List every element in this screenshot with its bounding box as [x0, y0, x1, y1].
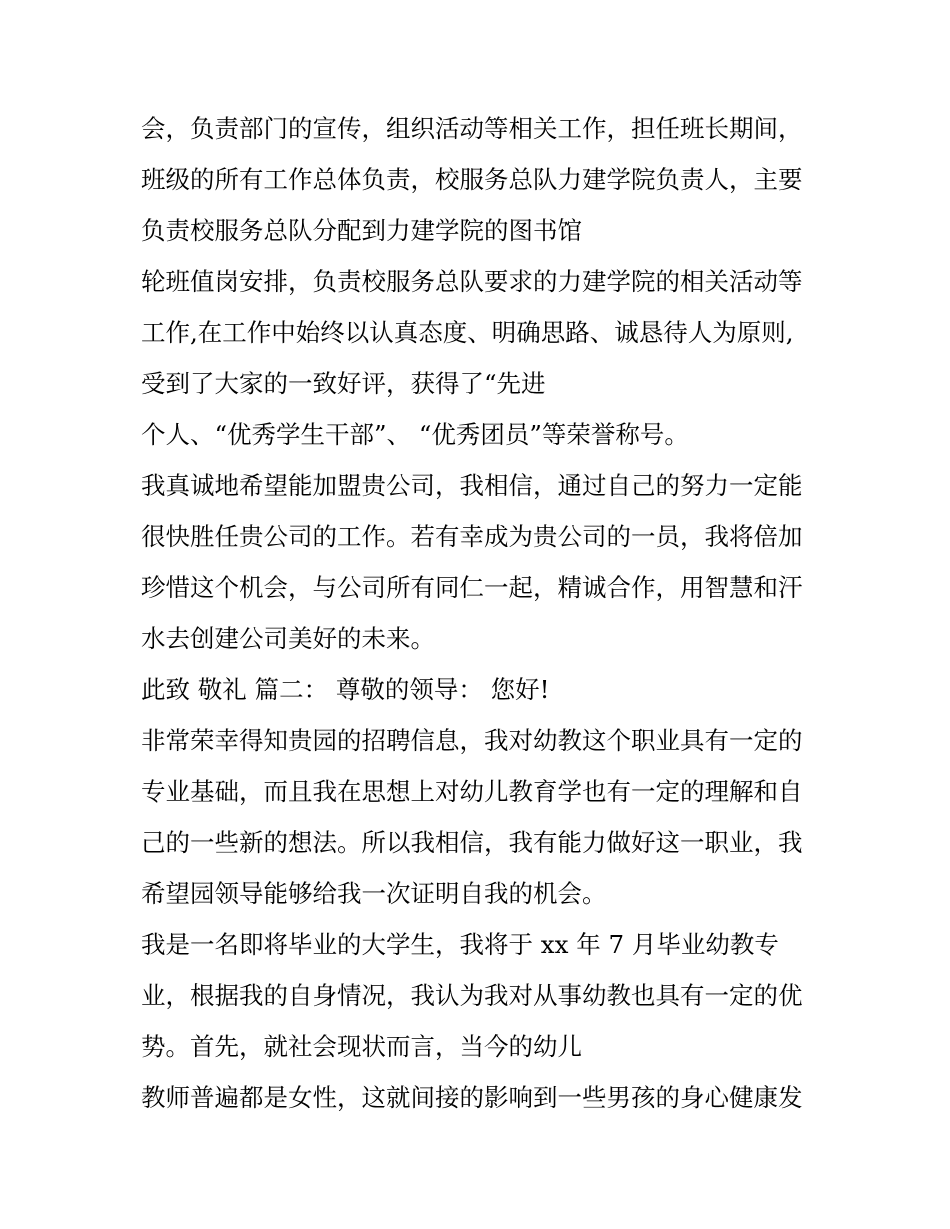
text-line: 业，根据我的自身情况，我认为我对从事幼教也具有一定的优: [141, 981, 803, 1010]
text-line: 希望园领导能够给我一次证明自我的机会。: [141, 879, 607, 908]
text-line: 水去创建公司美好的未来。: [141, 624, 435, 653]
text-line: 个人、“优秀学生干部”、 “优秀团员”等荣誉称号。: [141, 420, 689, 449]
text-line: 很快胜任贵公司的工作。若有幸成为贵公司的一员，我将倍加: [141, 522, 803, 551]
text-line: 珍惜这个机会，与公司所有同仁一起，精诚合作，用智慧和汗: [141, 573, 803, 602]
text-line: 我真诚地希望能加盟贵公司，我相信，通过自己的努力一定能: [141, 471, 803, 500]
text-line: 工作,在工作中始终以认真态度、明确思路、诚恳待人为原则,: [141, 318, 794, 347]
text-line: 己的一些新的想法。所以我相信，我有能力做好这一职业，我: [141, 828, 803, 857]
text-line: 会，负责部门的宣传，组织活动等相关工作，担任班长期间，: [141, 114, 803, 143]
text-line: 专业基础，而且我在思想上对幼儿教育学也有一定的理解和自: [141, 777, 803, 806]
text-line: 轮班值岗安排，负责校服务总队要求的力建学院的相关活动等: [141, 267, 803, 296]
text-line: 受到了大家的一致好评，获得了“先进: [141, 369, 546, 398]
text-line: 势。首先，就社会现状而言，当今的幼儿: [141, 1032, 582, 1061]
text-line: 此致 敬礼 篇二： 尊敬的领导： 您好!: [141, 675, 550, 704]
text-line: 我是一名即将毕业的大学生，我将于 xx 年 7 月毕业幼教专: [141, 930, 779, 959]
text-line: 教师普遍都是女性，这就间接的影响到一些男孩的身心健康发: [141, 1083, 803, 1112]
text-line: 班级的所有工作总体负责，校服务总队力建学院负责人，主要: [141, 165, 803, 194]
text-line: 负责校服务总队分配到力建学院的图书馆: [141, 216, 582, 245]
text-line: 非常荣幸得知贵园的招聘信息，我对幼教这个职业具有一定的: [141, 726, 803, 755]
